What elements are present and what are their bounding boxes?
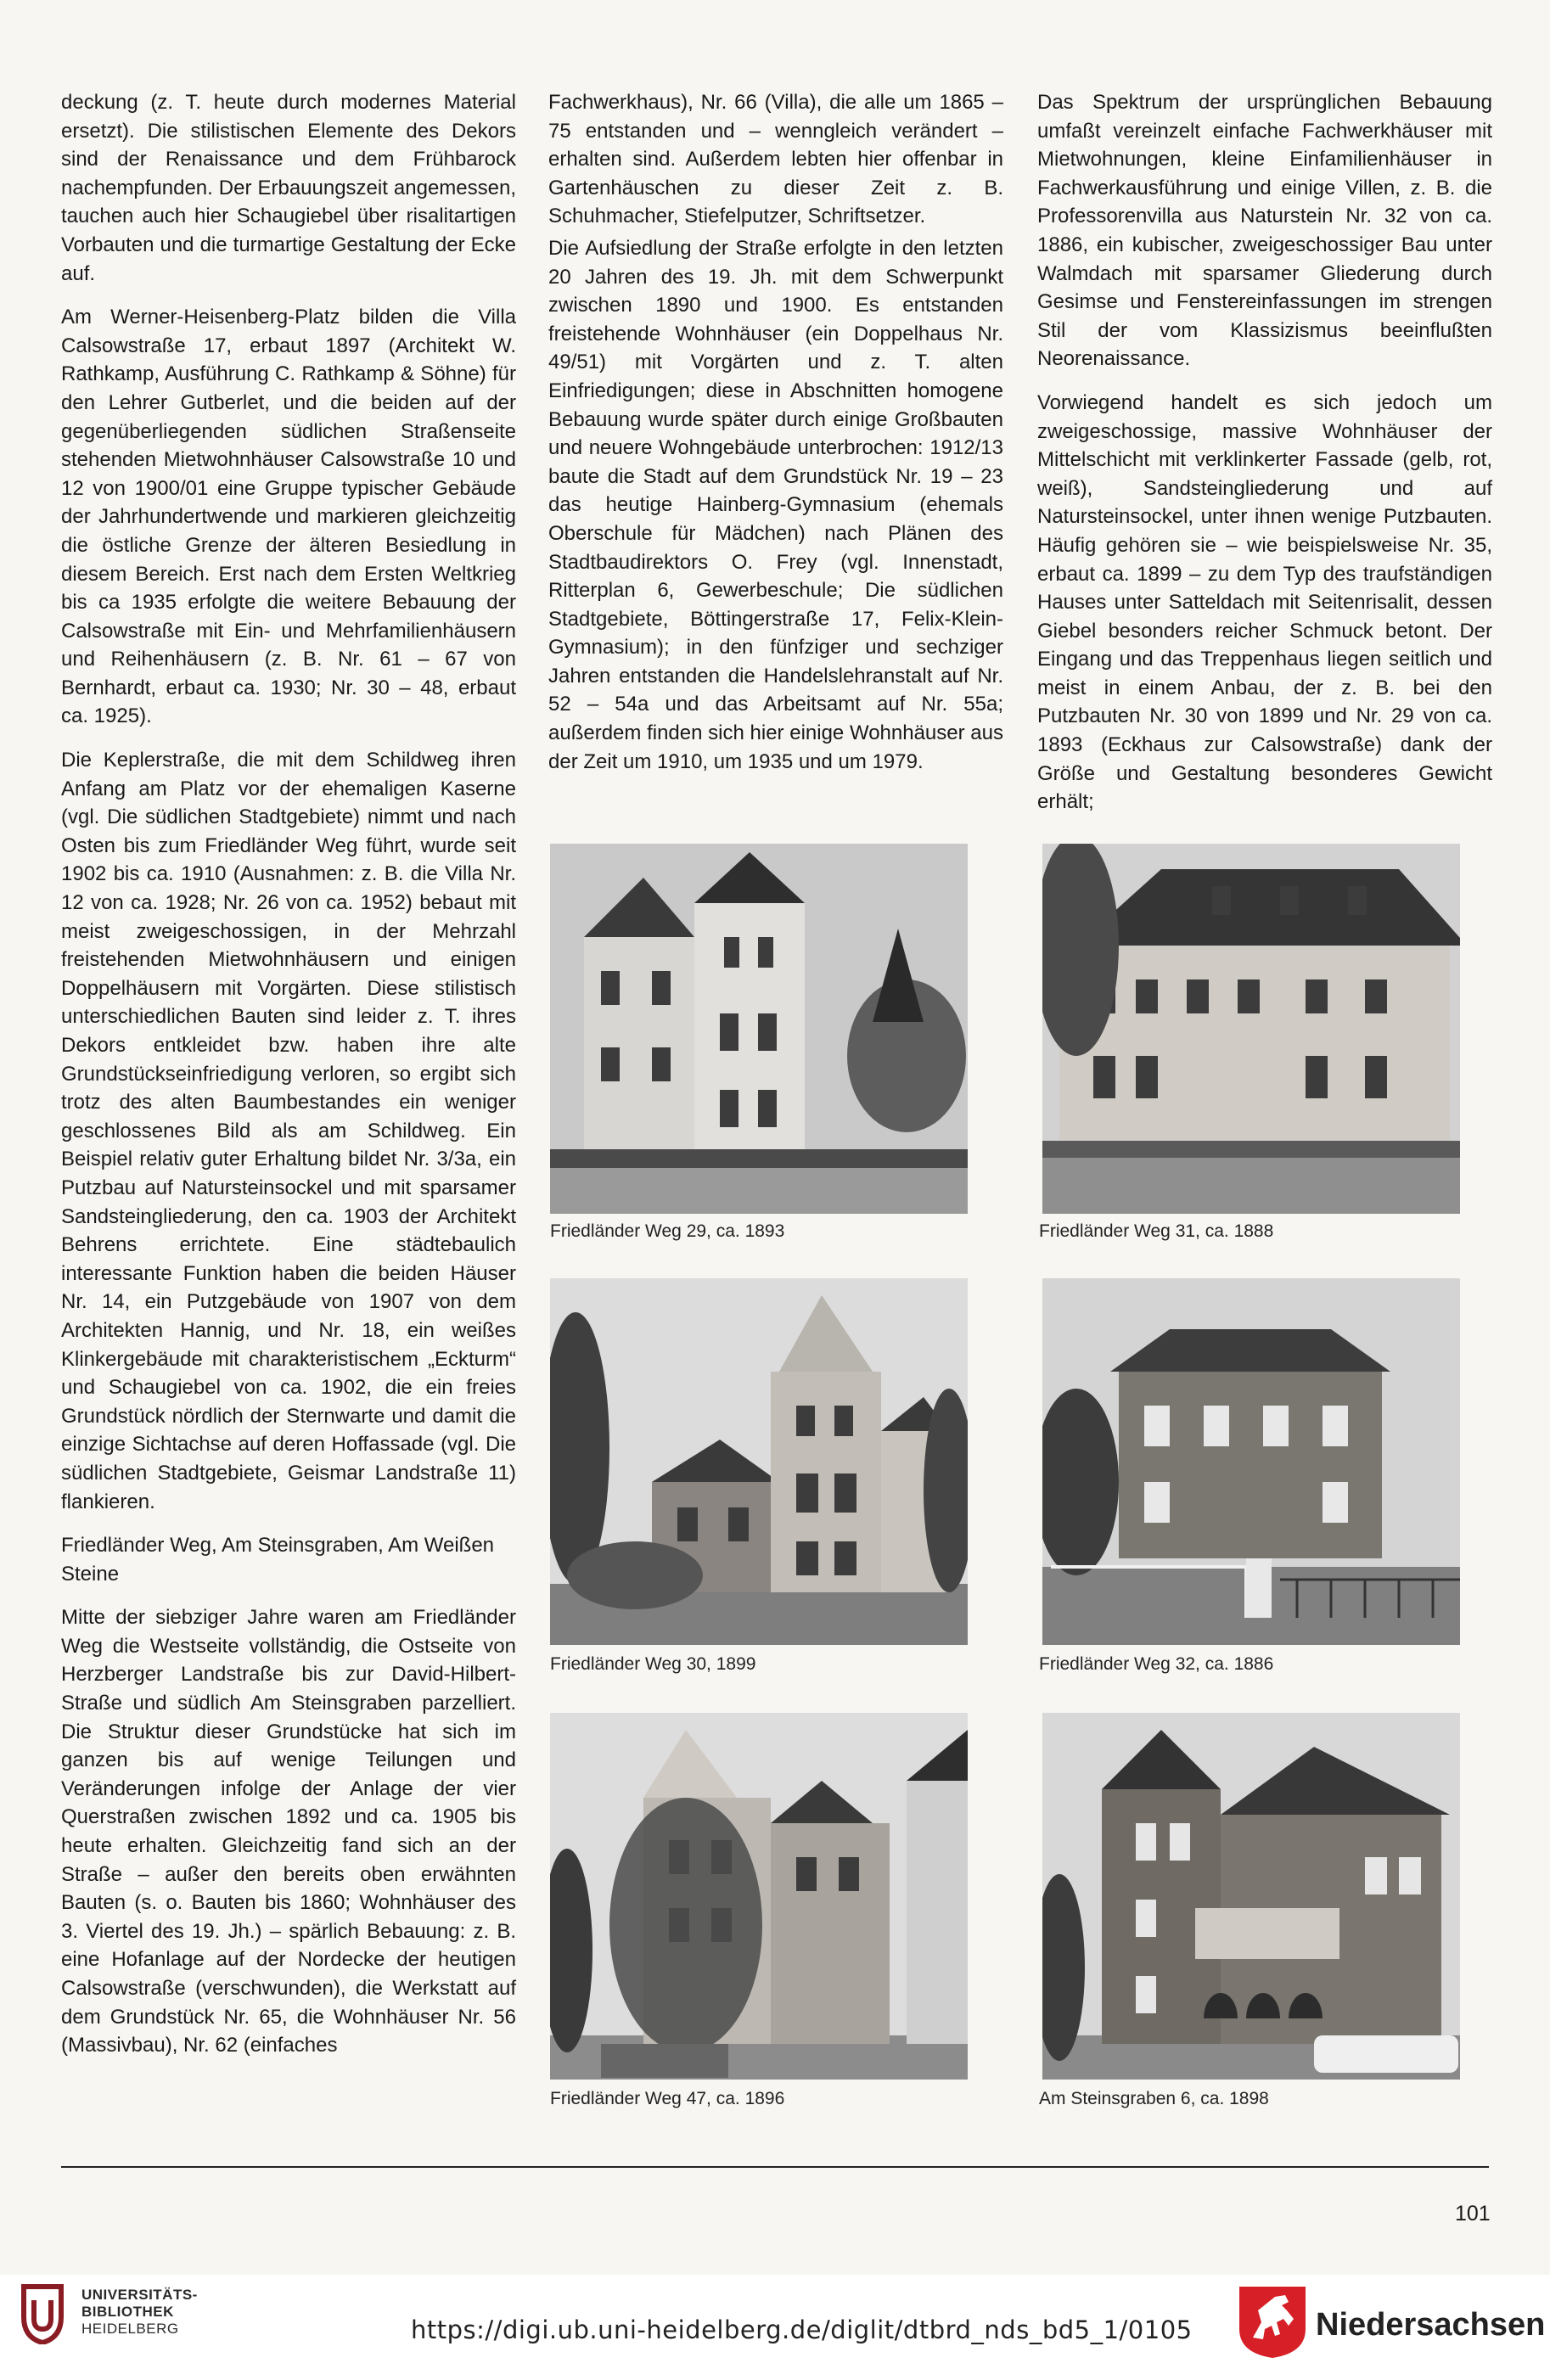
- photo-caption: Am Steinsgraben 6, ca. 1898: [1039, 2089, 1269, 2108]
- paragraph: Am Werner-Heisenberg-Platz bilden die Villa Calsowstraße 17, erbaut 1897 (Architekt W. Rathkamp, Ausführung C. Rathkamp & Söhne) für den Lehrer Gutberlet, und die beiden auf der gegenüberliegenden südlichen Straßenseite stehenden Mietwohnhäuser Calsowstraße 10 und 12 von 1900/01 eine Gruppe typischer Gebäude der Jahrhundertwende und markieren gleichzeitig die östliche Grenze der älteren Besiedlung in diesem Bereich. Erst nach dem Ersten Weltkrieg bis ca 1935 erfolgte die weitere Bebauung der Calsowstraße mit Ein- und Mehrfamilienhäusern und Reihenhäusern (z. B. Nr. 61 – 67 von Bernhardt, erbaut ca. 1930; Nr. 30 – 48, erbaut ca. 1925).: [61, 306, 516, 728]
- photo-caption: Friedländer Weg 31, ca. 1888: [1039, 1221, 1274, 1241]
- page-number: 101: [1455, 2202, 1491, 2226]
- photo-friedlaender-weg-30: [550, 1278, 968, 1645]
- library-line: HEIDELBERG: [81, 2321, 179, 2337]
- photo-caption: Friedländer Weg 29, ca. 1893: [550, 1221, 785, 1241]
- paragraph: Vorwiegend handelt es sich jedoch um zweigeschossige, massive Wohnhäuser der Mittelschicht mit verklinkerter Fassade (gelb, rot, weiß), Sandsteingliederung und auf Natursteinsockel, unter ihnen wenige Putzbauten. Häufig gehören sie – wie beispielsweise Nr. 35, erbaut ca. 1899 – zu dem Typ des traufständigen Hauses unter Satteldach mit Seitenrisalit, dessen Giebel besonders reicher Schmuck betont. Der Eingang und das Treppenhaus liegen seitlich und meist in einem Anbau, der z. B. bei den Putzbauten Nr. 30 von 1899 und Nr. 29 von ca. 1893 (Eckhaus zur Calsowstraße) dank der Größe und Gestaltung besonderes Gewicht erhält;: [1037, 390, 1492, 814]
- state-name: Niedersachsen: [1316, 2307, 1546, 2343]
- paragraph: deckung (z. T. heute durch modernes Material ersetzt). Die stilistischen Elemente des Dekors sind der Renaissance und dem Frühbarock nachempfunden. Der Erbauungszeit angemessen, tauchen auch hier Schaugiebel über risalitartigen Vorbauten und die turmartige Gestaltung der Ecke auf.: [61, 91, 516, 285]
- section-heading: Friedländer Weg, Am Steinsgraben, Am Weißen Steine: [61, 1534, 495, 1586]
- text-column-1: [61, 88, 516, 2075]
- university-library-heidelberg-logo-icon: [15, 2283, 70, 2344]
- photo-friedlaender-weg-31: [1042, 844, 1460, 1214]
- photo-friedlaender-weg-29: [550, 844, 968, 1214]
- photo-caption: Friedländer Weg 47, ca. 1896: [550, 2089, 785, 2108]
- paragraph: Die Keplerstraße, die mit dem Schildweg ihren Anfang am Platz vor der ehemaligen Kaserne (vgl. Die südlichen Stadtgebiete) nimmt und nach Osten bis zum Friedländer Weg führt, wurde seit 1902 bis ca. 1910 (Ausnahmen: z. B. die Villa Nr. 12 von ca. 1928; Nr. 26 von ca. 1952) bebaut mit meist zweigeschossigen, in der Mehrzahl freistehenden Mietwohnhäusern und einigen Doppelhäusern mit Vorgärten. Diese stilistisch unterschiedlichen Bauten sind leider z. T. ihres Dekors entkleidet bzw. haben ihre alte Grundstückseinfriedigung verloren, so ergibt sich trotz des alten Baumbestandes ein weniger geschlossenes Bild als am Schildweg. Ein Beispiel relativ guter Erhaltung bildet Nr. 3/3a, ein Putzbau auf Natursteinsockel und mit sparsamer Sandsteingliederung, den ca. 1903 der Architekt Behrens errichtete. Eine städtebaulich interessante Funktion haben die beiden Häuser Nr. 14, ein Putzgebäude von 1907 von dem Architekten Hannig, und Nr. 18, ein weißes Klinkergebäude mit charakteristischem „Eckturm“ und Schaugiebel von ca. 1902, die ein freies Grundstück nördlich der Sternwarte und damit die einzige Sichtachse auf deren Hoffassade (vgl. Die südlichen Stadtgebiete, Geismar Landstraße 11) flankieren.: [61, 749, 516, 1513]
- lower-saxony-horse-icon: [1238, 2285, 1307, 2360]
- photo-caption: Friedländer Weg 32, ca. 1886: [1039, 1654, 1274, 1674]
- paragraph: Die Aufsiedlung der Straße erfolgte in den letzten 20 Jahren des 19. Jh. mit dem Schwerpunkt zwischen 1890 und 1900. Es entstanden freistehende Wohnhäuser (ein Doppelhaus Nr. 49/51) mit Vorgärten und z. T. alten Einfriedigungen; diese in Abschnitten homogene Bebauung wurde später durch einige Großbauten und neuere Wohngebäude unterbrochen: 1912/13 baute die Stadt auf dem Grundstück Nr. 19 – 23 das heutige Hainberg-Gymnasium (ehemals Oberschule für Mädchen) nach Plänen des Stadtbaudirektors O. Frey (vgl. Innenstadt, Ritterplan 6, Gewerbeschule; Die südlichen Stadtgebiete, Böttingerstraße 17, Felix-Klein-Gymnasium); in den fünfziger und sechziger Jahren entstanden die Handelslehranstalt auf Nr. 52 – 54a und das Arbeitsamt auf Nr. 55a; außerdem finden sich hier einige Wohnhäuser aus der Zeit um 1910, um 1935 und um 1979.: [548, 236, 1003, 773]
- paragraph: Fachwerkhaus), Nr. 66 (Villa), die alle um 1865 – 75 entstanden und – wenngleich verändert – erhalten sind. Außerdem lebten hier offenbar in Gartenhäuschen zu dieser Zeit z. B. Schuhmacher, Stiefelputzer, Schriftsetzer.: [548, 91, 1003, 228]
- photo-friedlaender-weg-32: [1042, 1278, 1460, 1645]
- photo-caption: Friedländer Weg 30, 1899: [550, 1654, 756, 1674]
- library-name: [81, 2287, 198, 2338]
- photo-am-steinsgraben-6: [1042, 1713, 1460, 2080]
- bottom-rule: [61, 2166, 1489, 2168]
- text-column-2: [548, 88, 1003, 791]
- photo-friedlaender-weg-47: [550, 1713, 968, 2080]
- source-url[interactable]: https://digi.ub.uni-heidelberg.de/diglit/dtbrd_nds_bd5_1/0105: [411, 2315, 1193, 2344]
- library-line: UNIVERSITÄTS-: [81, 2287, 198, 2303]
- paragraph: Das Spektrum der ursprünglichen Bebauung umfaßt vereinzelt einfache Fachwerkhäuser mit Mietwohnungen, kleine Einfamilienhäuser in Fachwerkausführung und einige Villen, z. B. die Professorenvilla aus Naturstein Nr. 32 von ca. 1886, ein kubischer, zweigeschossiger Bau unter Walmdach mit sparsamer Gliederung durch Gesimse und Fenstereinfassungen im strengen Stil der vom Klassizismus beeinflußten Neorenaissance.: [1037, 91, 1492, 371]
- library-line: BIBLIOTHEK: [81, 2304, 174, 2320]
- text-column-3: [1037, 88, 1492, 832]
- paragraph: Mitte der siebziger Jahre waren am Friedländer Weg die Westseite vollständig, die Ostseite von Herzberger Landstraße bis zur David-Hilbert-Straße und südlich Am Steinsgraben parzelliert. Die Struktur dieser Grundstücke hat sich im ganzen bis auf wenige Teilungen und Veränderungen infolge der Anlage der vier Querstraßen zwischen 1892 und ca. 1905 bis heute erhalten. Gleichzeitig fand sich an der Straße – außer den bereits oben erwähnten Bauten (s. o. Bauten bis 1860; Wohnhäuser des 3. Viertel des 19. Jh.) – spärlich Bebauung: z. B. eine Hofanlage auf der Nordecke der heutigen Calsowstraße (verschwunden), die Werkstatt auf dem Grundstück Nr. 65, die Wohnhäuser Nr. 56 (Massivbau), Nr. 62 (einfaches: [61, 1606, 516, 2057]
